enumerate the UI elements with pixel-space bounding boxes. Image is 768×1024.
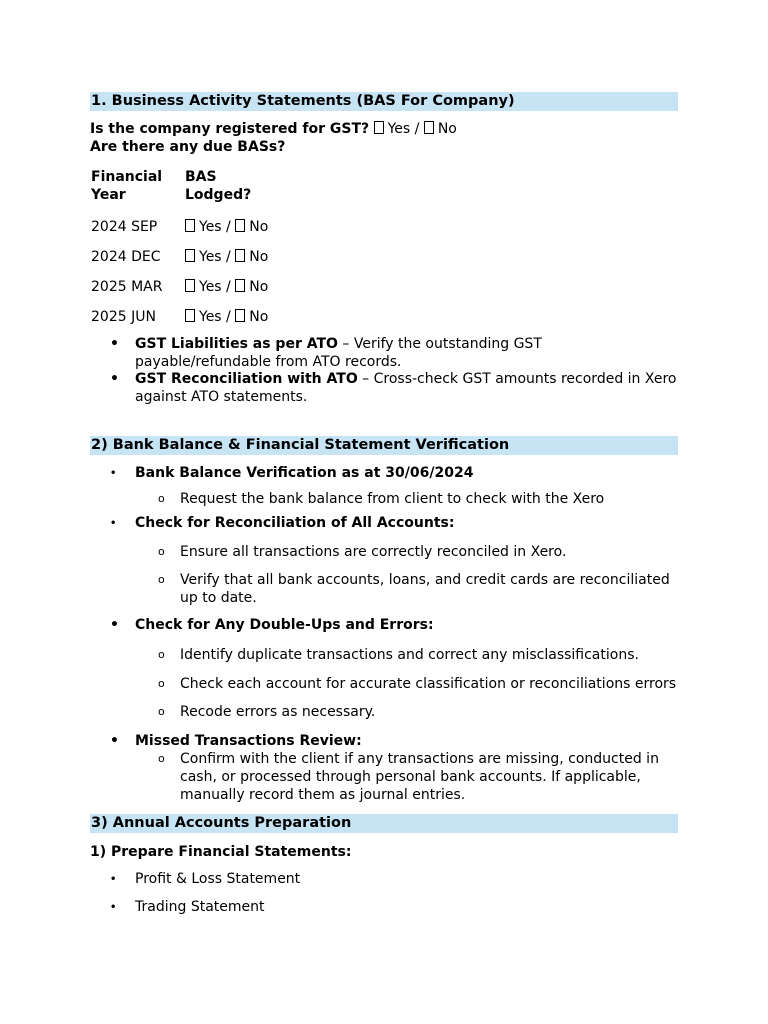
list-item xyxy=(90,571,678,607)
bas-lodged-header-l1: BAS xyxy=(185,169,217,185)
no-checkbox[interactable] xyxy=(235,249,245,262)
list-item xyxy=(90,515,678,533)
list-item xyxy=(90,543,678,561)
bullet-icon: • xyxy=(110,468,117,479)
no-checkbox[interactable] xyxy=(235,279,245,292)
bullet-icon: • xyxy=(110,336,119,352)
section2-item2-sub xyxy=(90,543,678,607)
table-row xyxy=(90,248,268,278)
sub-text: Identify duplicate transactions and correct any misclassifications. xyxy=(180,646,639,663)
bullet-title: GST Liabilities as per ATO xyxy=(135,336,338,352)
section3-header: 3) Annual Accounts Preparation xyxy=(90,814,678,833)
list-item xyxy=(90,871,678,889)
row-lodged xyxy=(184,218,268,248)
bullet-icon: • xyxy=(110,732,119,749)
section1-bullets xyxy=(90,336,678,406)
list-item xyxy=(90,465,678,483)
sub-bullet-icon: o xyxy=(158,491,165,505)
item-title: Bank Balance Verification as at 30/06/2024 xyxy=(135,465,474,481)
row-year: 2024 DEC xyxy=(91,249,161,265)
sub-text: Verify that all bank accounts, loans, and credit cards are reconciliated up to date. xyxy=(180,572,670,606)
yes-checkbox[interactable] xyxy=(185,309,195,322)
yes-label: Yes / xyxy=(199,309,236,325)
sub-text: Ensure all transactions are correctly reconciled in Xero. xyxy=(180,544,567,560)
sub-bullet-icon: o xyxy=(158,676,165,690)
section3-list xyxy=(90,871,678,916)
yes-checkbox[interactable] xyxy=(185,249,195,262)
table-spacer xyxy=(90,204,268,218)
gst-question-line xyxy=(90,120,678,138)
sub-text: Confirm with the client if any transactions are missing, conducted in cash, or processed through personal bank accounts. If applicable, manually record them as journal entries. xyxy=(180,751,659,803)
table-row xyxy=(90,218,268,248)
document-page xyxy=(90,92,678,916)
bullet-icon: • xyxy=(110,901,117,913)
bullet-title: GST Reconciliation with ATO xyxy=(135,371,358,387)
bas-lodged-header-l2: Lodged? xyxy=(185,187,252,203)
gst-no-label: No xyxy=(437,121,457,137)
bullet-text: – Verify the outstanding GST payable/refundable from ATO records. xyxy=(135,336,542,370)
bas-table xyxy=(90,168,268,338)
gst-question-block xyxy=(90,120,678,156)
list-item xyxy=(90,371,678,406)
list-item xyxy=(90,703,678,721)
bullet-text: – Cross-check GST amounts recorded in Xero against ATO statements. xyxy=(135,371,677,405)
no-label: No xyxy=(249,249,269,265)
bullet-icon: • xyxy=(110,371,119,387)
header-bas-lodged xyxy=(184,168,268,204)
bullet-icon: • xyxy=(110,517,117,529)
list-item xyxy=(90,899,678,917)
yes-checkbox[interactable] xyxy=(185,219,195,232)
due-bas-question: Are there any due BASs? xyxy=(90,139,286,155)
row-year: 2025 MAR xyxy=(91,279,163,295)
row-lodged xyxy=(184,308,268,338)
list-item xyxy=(90,733,678,751)
sub-text: Check each account for accurate classification or reconciliations errors xyxy=(180,675,677,692)
row-lodged xyxy=(184,278,268,308)
section2-list xyxy=(90,465,678,483)
item-title: Check for Any Double-Ups and Errors: xyxy=(135,617,434,633)
section2-list-4 xyxy=(90,733,678,751)
sub-bullet-icon: o xyxy=(158,752,165,765)
item-title: Missed Transactions Review: xyxy=(135,732,362,749)
list-item xyxy=(90,490,678,508)
table-row xyxy=(90,278,268,308)
no-label: No xyxy=(249,219,269,235)
yes-label: Yes / xyxy=(199,219,236,235)
sub-bullet-icon: o xyxy=(158,545,165,558)
section2-list-2 xyxy=(90,515,678,533)
row-lodged xyxy=(184,248,268,278)
no-checkbox[interactable] xyxy=(235,219,245,232)
no-label: No xyxy=(249,309,269,325)
gst-yes-checkbox[interactable] xyxy=(374,121,384,134)
item-text: Profit & Loss Statement xyxy=(135,871,301,887)
table-row xyxy=(90,308,268,338)
section2-header: 2) Bank Balance & Financial Statement Verification xyxy=(90,436,678,455)
header-financial-year xyxy=(90,168,184,204)
yes-label: Yes / xyxy=(199,249,236,265)
list-item xyxy=(90,617,678,635)
gst-question: Is the company registered for GST? xyxy=(90,121,370,137)
section2-item3-sub xyxy=(90,646,678,721)
list-item xyxy=(90,336,678,371)
section2-item1-sub xyxy=(90,490,678,508)
gst-yes-label: Yes / xyxy=(387,121,424,137)
bullet-icon: • xyxy=(110,874,117,885)
sub-bullet-icon: o xyxy=(158,573,165,586)
list-item xyxy=(90,646,678,664)
section3-subheading: 1) Prepare Financial Statements: xyxy=(90,844,352,860)
yes-checkbox[interactable] xyxy=(185,279,195,292)
row-year: 2024 SEP xyxy=(91,219,158,235)
bullet-icon: • xyxy=(110,617,119,633)
sub-text: Request the bank balance from client to check with the Xero xyxy=(180,490,605,507)
row-year: 2025 JUN xyxy=(91,309,156,325)
yes-label: Yes / xyxy=(199,279,236,295)
section1-header: 1. Business Activity Statements (BAS For Company) xyxy=(90,92,678,111)
sub-bullet-icon: o xyxy=(158,647,165,661)
financial-year-header-l2: Year xyxy=(91,187,126,203)
list-item xyxy=(90,675,678,693)
financial-year-header-l1: Financial xyxy=(91,169,163,185)
item-title: Check for Reconciliation of All Accounts: xyxy=(135,514,455,531)
sub-bullet-icon: o xyxy=(158,704,165,718)
list-item xyxy=(90,750,678,804)
sub-text: Recode errors as necessary. xyxy=(180,703,376,720)
section2-item4-sub xyxy=(90,750,678,804)
no-label: No xyxy=(249,279,269,295)
no-checkbox[interactable] xyxy=(235,309,245,322)
item-text: Trading Statement xyxy=(135,898,265,915)
section2-list-3 xyxy=(90,617,678,635)
gst-no-checkbox[interactable] xyxy=(424,121,434,134)
